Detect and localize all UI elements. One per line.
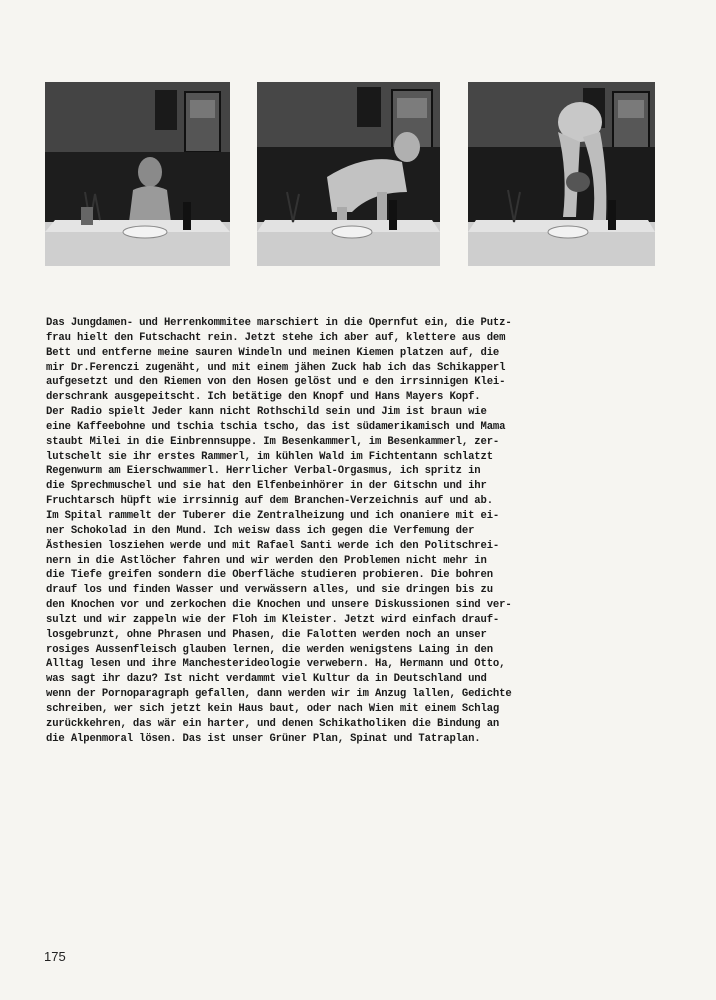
text-line: lutschelt sie ihr erstes Rammerl, im kühlen Wald im Fichtentann schlatzt <box>46 450 493 463</box>
text-line: Regenwurm am Eierschwammerl. Herrlicher Verbal-Orgasmus, ich spritz in <box>46 465 481 478</box>
text-line: nern in die Astlöcher fahren und wir werden den Problemen nicht mehr in <box>46 554 487 567</box>
body-text <box>46 316 652 746</box>
text-line: Bett und entferne meine sauren Windeln und meinen Kiemen platzen auf, die <box>46 346 500 359</box>
text-line: mir Dr.Ferenczi zugenäht, und mit einem jähen Zuck hab ich das Schikapperl <box>46 361 506 374</box>
text-line: die Alpenmoral lösen. Das ist unser Grüner Plan, Spinat und Tatraplan. <box>46 732 481 745</box>
text-line: eine Kaffeebohne und tschia tschia tscho, das ist südamerikamisch und Mama <box>46 420 506 433</box>
text-line: Im Spital rammelt der Tuberer die Zentralheizung und ich onaniere mit ei- <box>46 509 500 522</box>
text-line: die Sprechmuschel und sie hat den Elfenbeinhörer in der Gitschn und ihr <box>46 480 487 493</box>
text-line: derschrank ausgepeitscht. Ich betätige den Knopf und Hans Mayers Kopf. <box>46 391 481 404</box>
photo-climbing <box>257 82 440 266</box>
text-line: rosiges Aussenfleisch glauben lernen, die werden wenigstens Laing in den <box>46 643 493 656</box>
text-line: wenn der Pornoparagraph gefallen, dann werden wir im Anzug lallen, Gedichte <box>46 688 512 701</box>
text-line: die Tiefe greifen sondern die Oberfläche studieren probieren. Die bohren <box>46 569 493 582</box>
text-line: aufgesetzt und den Riemen von den Hosen gelöst und e den irrsinnigen Klei- <box>46 376 506 389</box>
text-line: losgebrunzt, ohne Phrasen und Phasen, die Falotten werden noch an unser <box>46 628 487 641</box>
text-line: den Knochen vor und zerkochen die Knochen und unsere Diskussionen sind ver- <box>46 599 512 612</box>
text-line: ner Schokolad in den Mund. Ich weisw dass ich gegen die Verfemung der <box>46 524 475 537</box>
text-line: Alltag lesen und ihre Manchesterideologie verwebern. Ha, Hermann und Otto, <box>46 658 506 671</box>
text-line: Das Jungdamen- und Herrenkommitee marschiert in die Opernfut ein, die Putz- <box>46 317 512 329</box>
text-line: sulzt und wir zappeln wie der Floh im Kleister. Jetzt wird einfach drauf- <box>46 613 500 626</box>
photo-bending <box>468 82 655 266</box>
text-line: Fruchtarsch hüpft wie irrsinnig auf dem Branchen-Verzeichnis auf und ab. <box>46 495 493 508</box>
text-line: zurückkehren, das wär ein harter, und denen Schikatholiken die Bindung an <box>46 717 500 730</box>
text-line: frau hielt den Futschacht rein. Jetzt stehe ich aber auf, klettere aus dem <box>46 331 506 344</box>
text-line: staubt Milei in die Einbrennsuppe. Im Besenkammerl, im Besenkammerl, zer- <box>46 435 500 448</box>
text-line: Der Radio spielt Jeder kann nicht Rothschild sein und Jim ist braun wie <box>46 406 487 419</box>
page-number: 175 <box>44 949 66 964</box>
text-line: was sagt ihr dazu? Ist nicht verdammt viel Kultur da in Deutschland und <box>46 673 487 686</box>
text-line: schreiben, wer sich jetzt kein Haus baut, oder nach Wien mit einem Schlag <box>46 702 500 715</box>
text-line: Ästhesien losziehen werde und mit Rafael Santi werde ich den Politschrei- <box>46 539 500 552</box>
photo-seated <box>45 82 230 266</box>
text-line: drauf los und finden Wasser und verwässern alles, und sie dringen bis zu <box>46 584 493 597</box>
photo-sequence <box>45 82 655 266</box>
